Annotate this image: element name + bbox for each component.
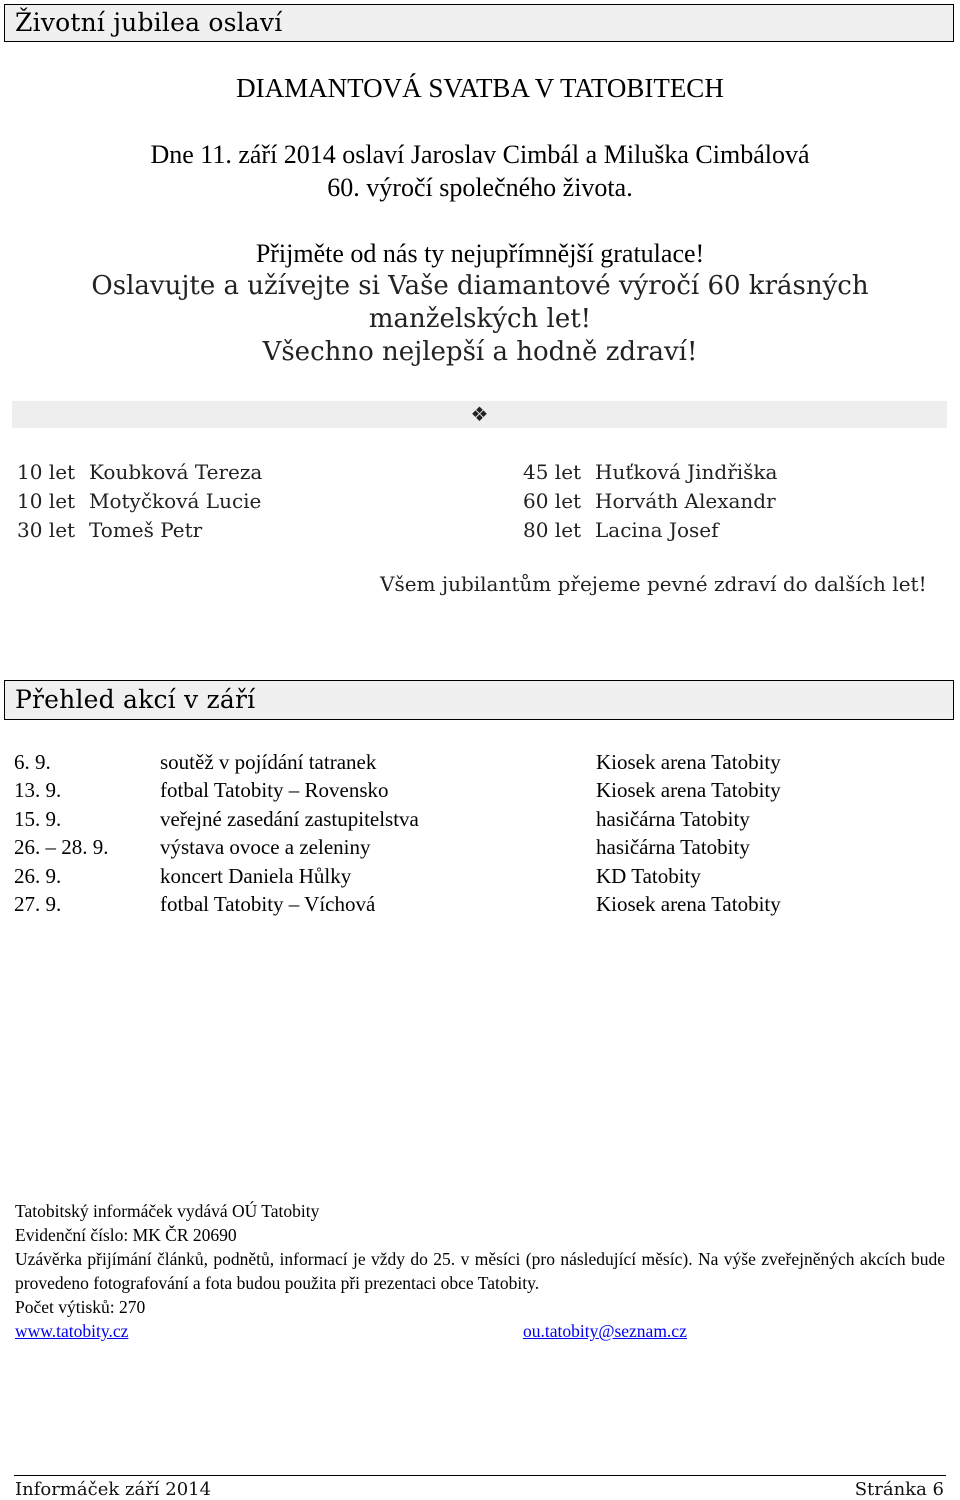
list-item bbox=[17, 458, 262, 487]
list-item bbox=[17, 487, 262, 516]
event-name: veřejné zasedání zastupitelstva bbox=[160, 806, 419, 831]
jubilant-name: Tomeš Petr bbox=[89, 518, 203, 542]
event-date: 27. 9. bbox=[14, 891, 62, 916]
event-name: koncert Daniela Hůlky bbox=[160, 863, 352, 888]
table-row bbox=[14, 890, 781, 918]
jubilant-name: Horváth Alexandr bbox=[595, 489, 776, 513]
publisher-line: Tatobitský informáček vydává OÚ Tatobity bbox=[15, 1201, 320, 1221]
footer-divider bbox=[14, 1475, 946, 1476]
congratulation-line: Všem jubilantům přejeme pevné zdraví do dalších let! bbox=[380, 572, 927, 596]
list-item bbox=[523, 487, 777, 516]
jubilants-right-list bbox=[523, 458, 777, 545]
email-link[interactable]: ou.tatobity@seznam.cz bbox=[523, 1321, 687, 1341]
footer-page-number: Stránka 6 bbox=[854, 1479, 944, 1500]
footer-issue: Informáček září 2014 bbox=[15, 1479, 212, 1500]
diamond-ornament-icon: ❖ bbox=[470, 404, 489, 426]
jubilee-section-header: Životní jubilea oslaví bbox=[4, 4, 954, 42]
event-place: hasičárna Tatobity bbox=[596, 806, 750, 831]
jubilant-name: Motyčková Lucie bbox=[89, 489, 262, 513]
jubilant-age: 30 let bbox=[17, 518, 76, 542]
diamond-wedding-title: DIAMANTOVÁ SVATBA V TATOBITECH bbox=[236, 73, 724, 103]
event-name: fotbal Tatobity – Rovensko bbox=[160, 778, 389, 803]
deadline-notice: Uzávěrka přijímání článků, podnětů, informací je vždy do 25. v měsíci (pro následující měsíc). Na výše zveřejněných akcích bude provedeno fotografování a fota budou použita při prezentaci obce Tatobity. bbox=[15, 1249, 945, 1293]
jubilant-name: Lacina Josef bbox=[595, 518, 719, 542]
jubilant-age: 80 let bbox=[523, 518, 582, 542]
registration-number: Evidenční číslo: MK ČR 20690 bbox=[15, 1225, 237, 1245]
events-table bbox=[14, 748, 781, 918]
event-name: výstava ovoce a zeleniny bbox=[160, 835, 371, 860]
jubilant-age: 10 let bbox=[17, 460, 76, 484]
event-place: hasičárna Tatobity bbox=[596, 835, 750, 860]
jubilant-name: Koubková Tereza bbox=[89, 460, 263, 484]
event-date: 6. 9. bbox=[14, 750, 51, 774]
announcement-line-1: Dne 11. září 2014 oslaví Jaroslav Cimbál a Miluška Cimbálová bbox=[150, 140, 810, 169]
list-item bbox=[523, 458, 777, 487]
event-date: 13. 9. bbox=[14, 778, 62, 803]
jubilant-age: 60 let bbox=[523, 489, 582, 513]
table-row bbox=[14, 776, 781, 804]
event-name: soutěž v pojídání tatranek bbox=[160, 750, 377, 774]
divider-bar bbox=[12, 401, 947, 428]
wish-line-2: Oslavujte a užívejte si Vaše diamantové výročí 60 krásných bbox=[91, 271, 869, 301]
table-row bbox=[14, 748, 781, 776]
wish-line-3: manželských let! bbox=[368, 304, 592, 334]
wish-line-1: Přijměte od nás ty nejupřímnější gratulace! bbox=[255, 239, 705, 268]
jubilant-age: 10 let bbox=[17, 489, 76, 513]
jubilant-name: Huťková Jindřiška bbox=[595, 460, 778, 484]
table-row bbox=[14, 833, 781, 861]
event-date: 26. 9. bbox=[14, 863, 62, 888]
event-name: fotbal Tatobity – Víchová bbox=[160, 891, 376, 916]
announcement-line-2: 60. výročí společného života. bbox=[327, 173, 633, 202]
colophon bbox=[15, 1199, 945, 1343]
list-item bbox=[523, 516, 777, 545]
event-place: Kiosek arena Tatobity bbox=[596, 891, 781, 916]
table-row bbox=[14, 805, 781, 833]
event-date: 26. – 28. 9. bbox=[14, 835, 109, 860]
list-item bbox=[17, 516, 262, 545]
jubilants-left-list bbox=[17, 458, 262, 545]
table-row bbox=[14, 862, 781, 890]
event-place: Kiosek arena Tatobity bbox=[596, 750, 781, 774]
copies-count: Počet výtisků: 270 bbox=[15, 1297, 146, 1317]
events-section-header: Přehled akcí v září bbox=[4, 680, 954, 720]
event-place: Kiosek arena Tatobity bbox=[596, 778, 781, 803]
diamond-wedding-announcement bbox=[0, 138, 960, 369]
event-place: KD Tatobity bbox=[596, 863, 701, 888]
jubilant-age: 45 let bbox=[523, 460, 582, 484]
event-date: 15. 9. bbox=[14, 806, 62, 831]
website-link[interactable]: www.tatobity.cz bbox=[15, 1321, 129, 1341]
wish-line-4: Všechno nejlepší a hodně zdraví! bbox=[262, 337, 698, 367]
